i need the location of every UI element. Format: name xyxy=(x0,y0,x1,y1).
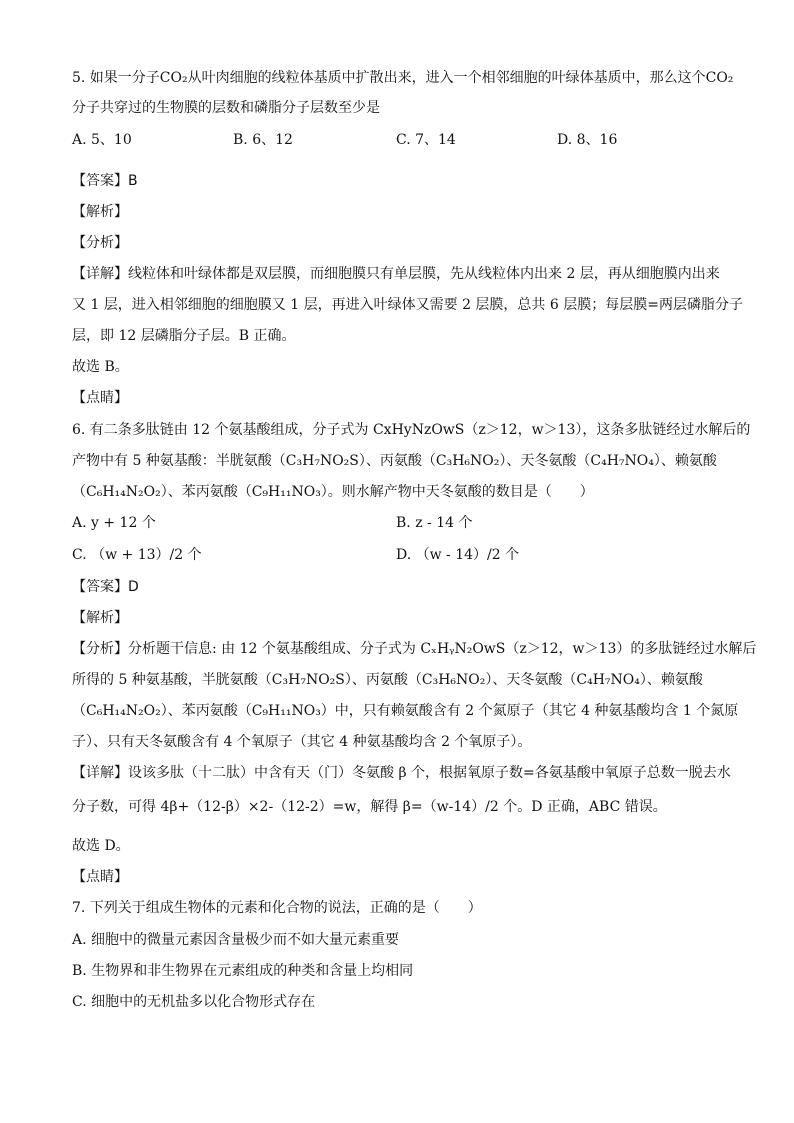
q6-option-a: A. y + 12 个 xyxy=(72,515,156,531)
q6-option-c: C. （w + 13）/2 个 xyxy=(72,547,202,563)
q6-fenxi-line3: （C₆H₁₄N₂O₂）、苯丙氨酸（C₉H₁₁NO₃）中，只有赖氨酸含有 2 个氮原子（其它 4 种氨基酸均含 1 个氮原 xyxy=(72,703,739,719)
q5-answer: 【答案】B xyxy=(72,173,138,189)
q5-detail-line1: 【详解】线粒体和叶绿体都是双层膜，而细胞膜只有单层膜，先从线粒体内出来 2 层，再从细胞膜内出来 xyxy=(72,266,720,282)
q6-detail-line1: 【详解】设该多肽（十二肽）中含有天（门）冬氨酸 β 个，根据氧原子数=各氨基酸中氧原子总数一脱去水 xyxy=(72,765,731,781)
q5-option-b: B. 6、12 xyxy=(233,132,293,148)
q5-option-d: D. 8、16 xyxy=(557,132,618,148)
q5-analysis-heading: 【解析】 xyxy=(72,204,128,220)
q6-stem-line2: 产物中有 5 种氨基酸：半胱氨酸（C₃H₇NO₂S）、丙氨酸（C₃H₆NO₂）、天冬氨酸（C₄H₇NO₄）、赖氨酸 xyxy=(72,453,717,469)
q5-choose: 故选 B。 xyxy=(72,359,129,375)
q7-option-a: A. 细胞中的微量元素因含量极少而不如大量元素重要 xyxy=(72,932,400,948)
q5-option-c: C. 7、14 xyxy=(396,132,456,148)
q6-dianjing-heading: 【点睛】 xyxy=(72,869,128,885)
q7-stem: 7. 下列关于组成生物体的元素和化合物的说法，正确的是（ ） xyxy=(72,900,482,916)
q6-option-b: B. z - 14 个 xyxy=(396,515,473,531)
q5-stem-line1: 5. 如果一分子CO₂从叶肉细胞的线粒体基质中扩散出来，进入一个相邻细胞的叶绿体基质中，那么这个CO₂ xyxy=(72,70,734,86)
q6-fenxi-line2: 所得的 5 种氨基酸，半胱氨酸（C₃H₇NO₂S）、丙氨酸（C₃H₆NO₂）、天冬氨酸（C₄H₇NO₄）、赖氨酸 xyxy=(72,672,703,688)
q7-option-c: C. 细胞中的无机盐多以化合物形式存在 xyxy=(72,994,316,1010)
q6-choose: 故选 D。 xyxy=(72,838,130,854)
q6-fenxi-line4: 子）、只有天冬氨酸含有 4 个氧原子（其它 4 种氨基酸均含 2 个氧原子）。 xyxy=(72,734,532,750)
q5-dianjing-heading: 【点睛】 xyxy=(72,390,128,406)
q6-detail-line2: 分子数，可得 4β+（12-β）×2-（12-2）=w，解得 β=（w-14）/2 个。D 正确，ABC 错误。 xyxy=(72,799,667,815)
q6-fenxi-line1: 【分析】分析题干信息: 由 12 个氨基酸组成、分子式为 CₓHᵧN₂OwS（z＞12，w＞13）的多肽链经过水解后 xyxy=(72,641,757,657)
q5-detail-line2: 又 1 层，进入相邻细胞的细胞膜又 1 层，再进入叶绿体又需要 2 层膜，总共 6 层膜；每层膜=两层磷脂分子 xyxy=(72,297,743,313)
q6-analysis-heading: 【解析】 xyxy=(72,610,128,626)
q6-stem-line3: （C₆H₁₄N₂O₂）、苯丙氨酸（C₉H₁₁NO₃）。则水解产物中天冬氨酸的数目是（ ） xyxy=(72,484,594,500)
q6-answer: 【答案】D xyxy=(72,579,139,595)
q5-stem-line2: 分子共穿过的生物膜的层数和磷脂分子层数至少是 xyxy=(72,100,380,116)
q5-option-a: A. 5、10 xyxy=(72,132,132,148)
q5-detail-line3: 层，即 12 层磷脂分子层。B 正确。 xyxy=(72,328,296,344)
q6-option-d: D. （w - 14）/2 个 xyxy=(396,547,520,563)
q6-stem-line1: 6. 有二条多肽链由 12 个氨基酸组成，分子式为 CxHyNzOwS（z＞12，w＞13），这条多肽链经过水解后的 xyxy=(72,422,751,438)
q7-option-b: B. 生物界和非生物界在元素组成的种类和含量上均相同 xyxy=(72,963,414,979)
q5-fenxi-heading: 【分析】 xyxy=(72,235,128,251)
